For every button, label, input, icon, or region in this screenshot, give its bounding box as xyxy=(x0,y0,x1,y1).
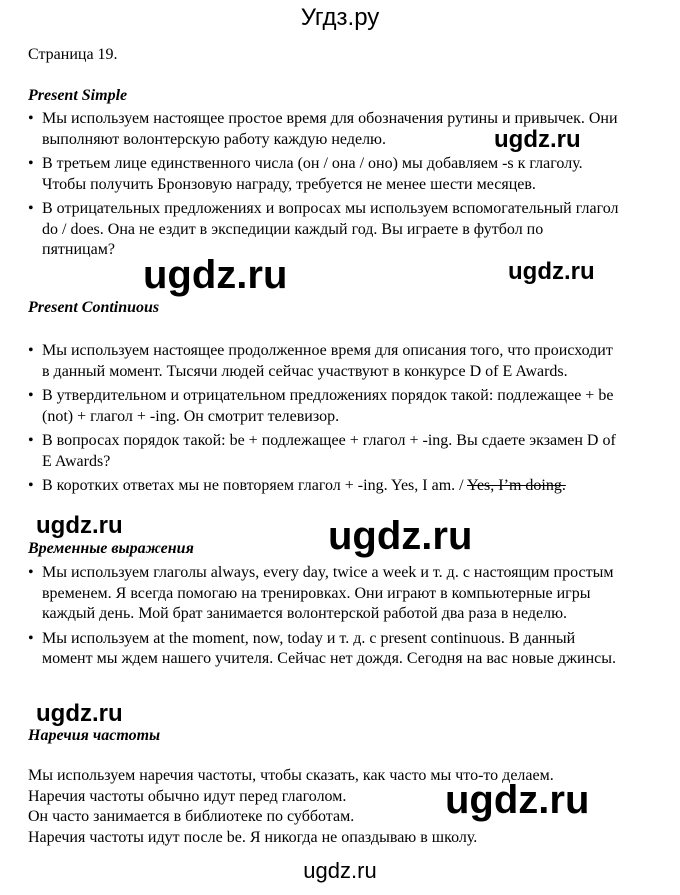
list-item: • Мы используем настоящее простое время для обозначения рутины и привычек. Они выполняют волонтерскую работу каждую неделю. xyxy=(28,109,620,150)
list-item: • В вопросах порядок такой: be + подлежащее + глагол + -ing. Вы сдаете экзамен D of E Awards? xyxy=(28,431,620,472)
heading-present-simple: Present Simple xyxy=(28,87,128,104)
list-item: • Мы используем настоящее продолженное время для описания того, что происходит в данный момент. Тысячи людей сейчас участвуют в конкурсе D of E Awards. xyxy=(28,341,620,382)
watermark: ugdz.ru xyxy=(143,253,288,297)
time-expressions-list xyxy=(28,563,620,670)
watermark: ugdz.ru xyxy=(36,512,123,539)
watermark: ugdz.ru xyxy=(508,258,595,285)
watermark: ugdz.ru xyxy=(36,700,123,727)
heading-adverbs-frequency: Наречия частоты xyxy=(28,727,161,744)
watermark: ugdz.ru xyxy=(494,126,581,153)
heading-present-continuous: Present Continuous xyxy=(28,299,160,316)
list-item: • В третьем лице единственного числа (он / она / оно) мы добавляем -s к глаголу. Чтобы получить Бронзовую награду, требуется не менее шести месяцев. xyxy=(28,154,620,195)
short-answer-text: В коротких ответах мы не повторяем глагол + -ing. Yes, I am. / xyxy=(42,477,467,494)
paragraph-line: Наречия частоты идут после be. Я никогда не опаздываю в школу. xyxy=(28,828,478,846)
heading-time-expressions: Временные выражения xyxy=(28,540,194,557)
paragraph-line: Мы используем наречия частоты, чтобы сказать, как часто мы что-то делаем. xyxy=(28,767,554,784)
list-item: • Мы используем глаголы always, every day, twice a week и т. д. с настоящим простым временем. Я всегда помогаю на тренировках. Они играют в компьютерные игры каждый день. Мой брат занимается волонтерской работой два раза в неделю. xyxy=(28,563,620,625)
page-label: Страница 19. xyxy=(28,46,118,63)
list-item xyxy=(28,476,620,497)
watermark: ugdz.ru xyxy=(445,778,590,822)
site-title: Угдз.ру xyxy=(300,4,380,31)
watermark: ugdz.ru xyxy=(328,514,473,558)
present-continuous-list xyxy=(28,341,620,497)
paragraph-line: Наречия частоты обычно идут перед глаголом. xyxy=(28,787,347,805)
list-item: • В отрицательных предложениях и вопросах мы используем вспомогательный глагол do / does. Она не ездит в экспедиции каждый год. Вы играете в футбол по пятницам? xyxy=(28,199,620,261)
list-item: • Мы используем at the moment, now, today и т. д. с present continuous. В данный момент мы ждем нашего учителя. Сейчас нет дождя. Сегодня на вас новые джинсы. xyxy=(28,629,620,670)
paragraph-line: Он часто занимается в библиотеке по субботам. xyxy=(28,808,355,825)
list-item: • В утвердительном и отрицательном предложениях порядок такой: подлежащее + be (not) + глагол + -ing. Он смотрит телевизор. xyxy=(28,386,620,427)
struck-example: Yes, I’m doing. xyxy=(467,477,566,494)
footer-site-name: ugdz.ru xyxy=(303,858,377,883)
